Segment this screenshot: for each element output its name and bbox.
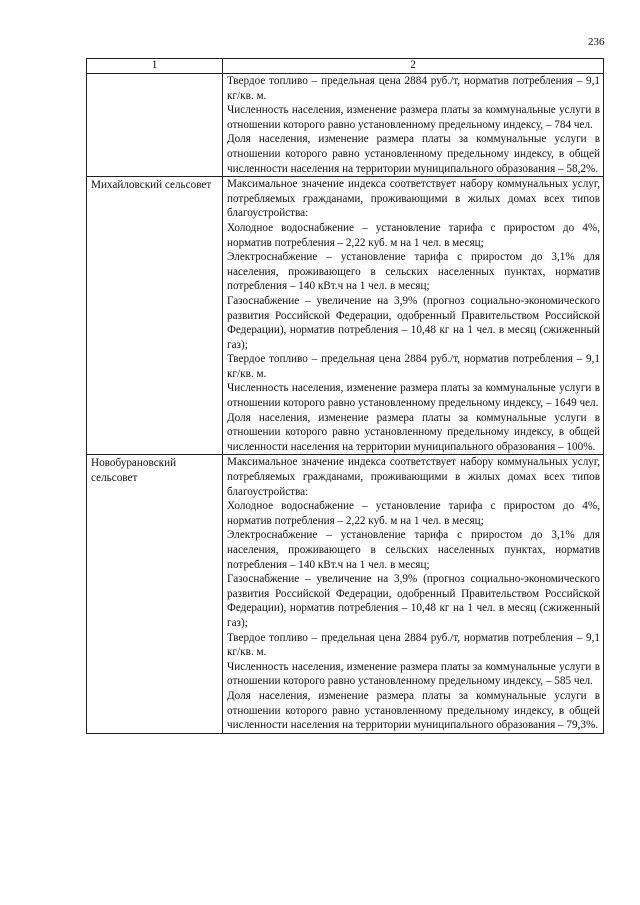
paragraph: Газоснабжение – увеличение на 3,9% (прогноз социально-экономического развития Российской Федерации, одобренный Правительством Российской Федерации), норматив потребления – 10,48 кг на 1 чел. в месяц (сжиженный газ); — [227, 294, 600, 351]
table-row — [87, 455, 604, 733]
tariff-table — [86, 58, 604, 734]
paragraph: Численность населения, изменение размера платы за коммунальные услуги в отношении которого равно установленному предельному индексу, – 1649 чел. — [227, 382, 600, 410]
table-row — [87, 177, 604, 455]
column-header-2: 2 — [223, 59, 604, 74]
tariff-description — [223, 455, 604, 733]
paragraph: Электроснабжение – установление тарифа с приростом до 3,1% для населения, проживающего в сельских населенных пунктах, норматив потребления – 140 кВт.ч на 1 чел. в месяц; — [227, 251, 600, 293]
table-row — [87, 74, 604, 177]
paragraph: Доля населения, изменение размера платы за коммунальные услуги в отношении которого равно установленному предельному индексу, в общей численности населения на территории муниципального образования – 79,3%. — [227, 689, 600, 732]
municipality-name — [87, 74, 223, 177]
paragraph: Холодное водоснабжение – установление тарифа с приростом до 4%, норматив потребления – 2,22 куб. м на 1 чел. в месяц; — [227, 221, 600, 249]
municipality-name: Новобурановский сельсовет — [87, 455, 223, 733]
paragraph: Численность населения, изменение размера платы за коммунальные услуги в отношении которого равно установленному предельному индексу, – 784 чел. — [227, 104, 600, 131]
paragraph: Доля населения, изменение размера платы за коммунальные услуги в отношении которого равно установленному предельному индексу, в общей численности населения на территории муниципального образования – 58,2%. — [227, 133, 600, 175]
paragraph: Максимальное значение индекса соответствует набору коммунальных услуг, потребляемых гражданами, проживающими в жилых домах всех типов благоустройства: — [227, 178, 600, 220]
paragraph: Численность населения, изменение размера платы за коммунальные услуги в отношении которого равно установленному предельному индексу, – 585 чел. — [227, 660, 600, 688]
paragraph: Газоснабжение – увеличение на 3,9% (прогноз социально-экономического развития Российской Федерации, одобренный Правительством Российской Федерации), норматив потребления – 10,48 кг на 1 чел. в месяц (сжиженный газ); — [227, 573, 600, 629]
paragraph: Твердое топливо – предельная цена 2884 руб./т, норматив потребления – 9,1 кг/кв. м. — [227, 631, 600, 659]
municipality-name: Михайловский сельсовет — [87, 177, 223, 455]
paragraph: Доля населения, изменение размера платы за коммунальные услуги в отношении которого равно установленному предельному индексу, в общей численности населения на территории муниципального образования – 100%. — [227, 411, 600, 453]
paragraph: Электроснабжение – установление тарифа с приростом до 3,1% для населения, проживающего в сельских населенных пунктах, норматив потребления – 140 кВт.ч на 1 чел. в месяц; — [227, 529, 600, 571]
paragraph: Твердое топливо – предельная цена 2884 руб./т, норматив потребления – 9,1 кг/кв. м. — [227, 75, 600, 102]
paragraph: Холодное водоснабжение – установление тарифа с приростом до 4%, норматив потребления – 2,22 куб. м на 1 чел. в месяц; — [227, 500, 600, 527]
tariff-description — [223, 177, 604, 455]
column-header-1: 1 — [87, 59, 223, 74]
table-header-row — [87, 59, 604, 74]
tariff-description — [223, 74, 604, 177]
page-number: 236 — [588, 36, 605, 48]
paragraph: Твердое топливо – предельная цена 2884 руб./т, норматив потребления – 9,1 кг/кв. м. — [227, 353, 600, 380]
paragraph: Максимальное значение индекса соответствует набору коммунальных услуг, потребляемых гражданами, проживающими в жилых домах всех типов благоустройства: — [227, 456, 600, 498]
